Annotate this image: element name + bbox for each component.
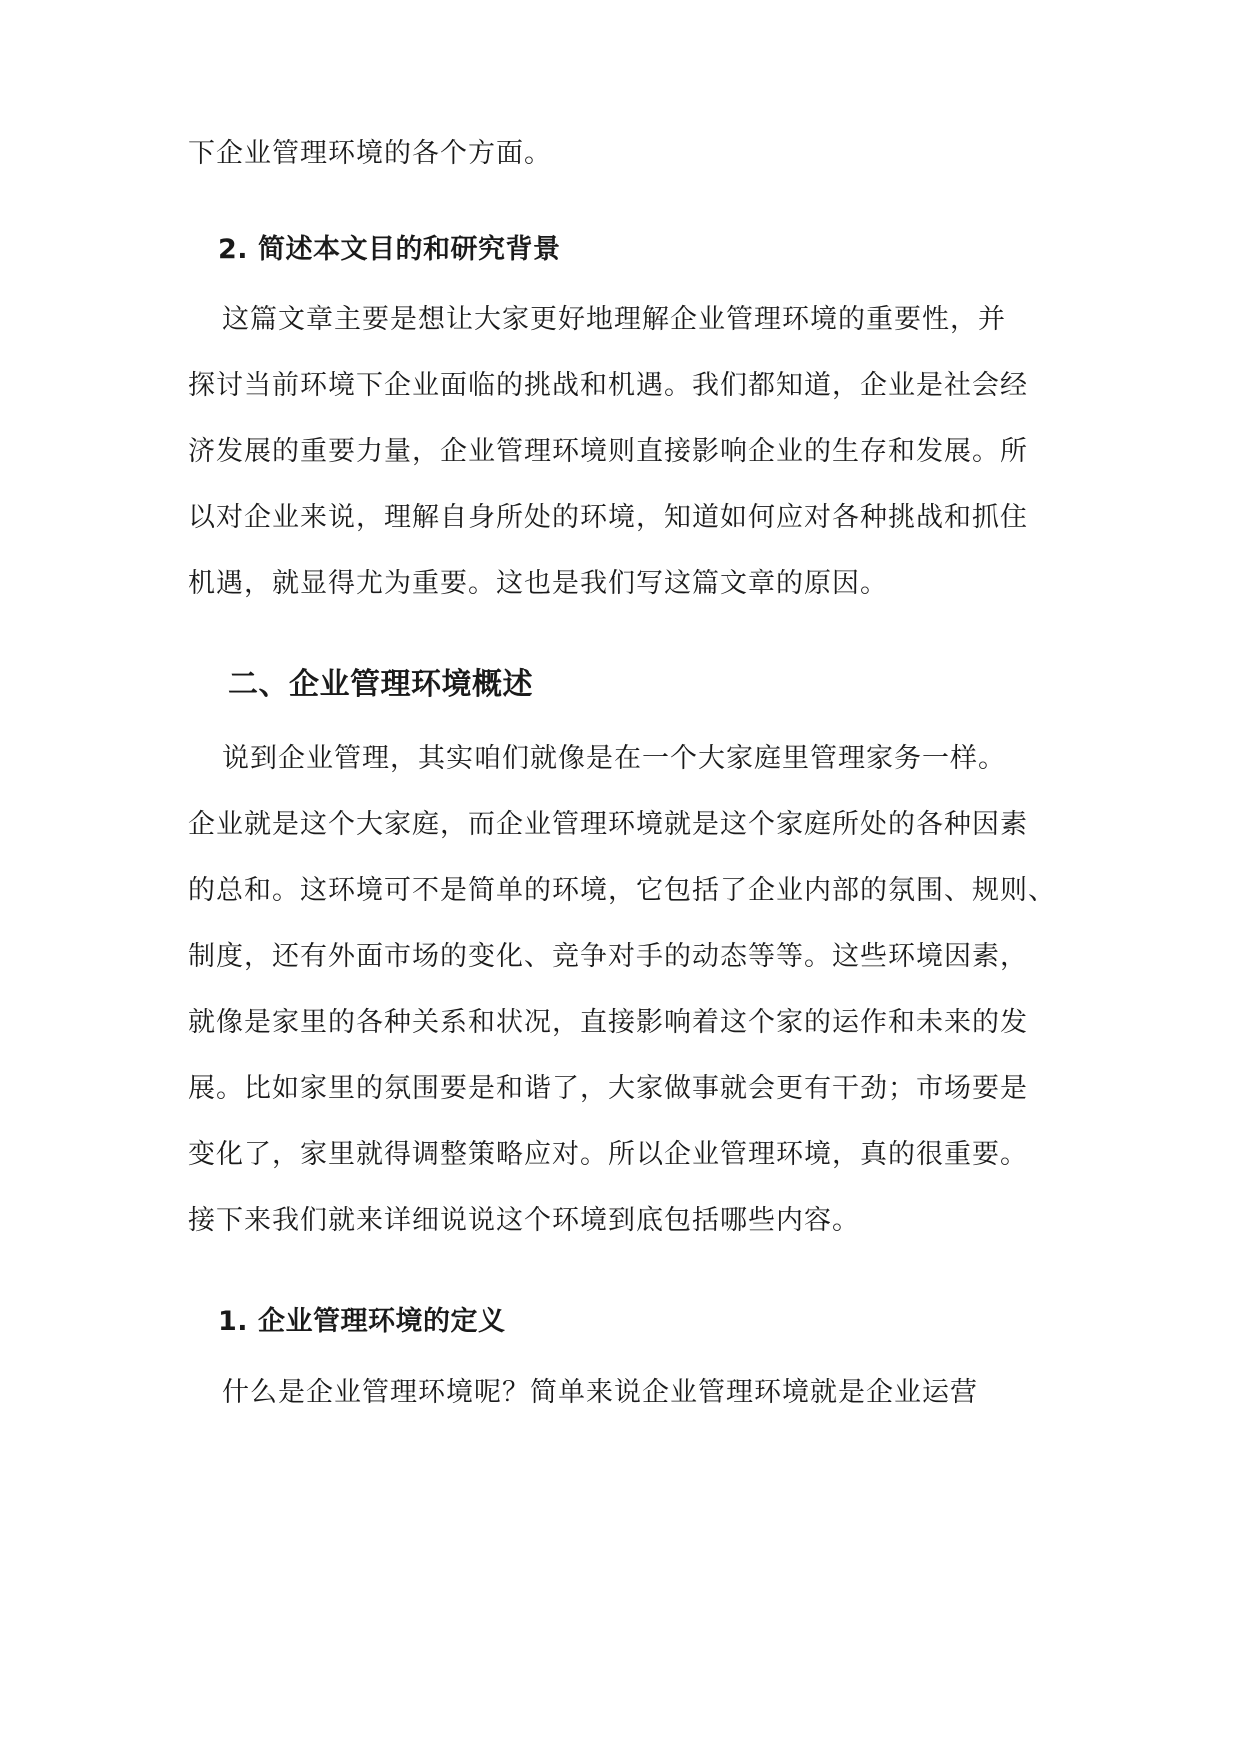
- section-heading: 1. 企业管理环境的定义: [218, 1306, 506, 1337]
- section-heading: 2. 简述本文目的和研究背景: [218, 234, 561, 265]
- paragraph-line: 机遇，就显得尤为重要。这也是我们写这篇文章的原因。: [188, 568, 888, 599]
- chapter-heading: 二、企业管理环境概述: [228, 667, 533, 702]
- paragraph-line: 济发展的重要力量，企业管理环境则直接影响企业的生存和发展。所: [188, 436, 1028, 467]
- paragraph-line: 说到企业管理，其实咱们就像是在一个大家庭里管理家务一样。: [222, 743, 1006, 774]
- paragraph-line: 变化了，家里就得调整策略应对。所以企业管理环境，真的很重要。: [188, 1139, 1028, 1170]
- paragraph-line: 这篇文章主要是想让大家更好地理解企业管理环境的重要性，并: [222, 304, 1006, 335]
- paragraph-line: 什么是企业管理环境呢？简单来说企业管理环境就是企业运营: [222, 1377, 978, 1408]
- paragraph-line: 制度，还有外面市场的变化、竞争对手的动态等等。这些环境因素，: [188, 941, 1028, 972]
- paragraph-line: 探讨当前环境下企业面临的挑战和机遇。我们都知道，企业是社会经: [188, 370, 1028, 401]
- paragraph-line: 的总和。这环境可不是简单的环境，它包括了企业内部的氛围、规则、: [188, 875, 1056, 906]
- paragraph-line: 就像是家里的各种关系和状况，直接影响着这个家的运作和未来的发: [188, 1007, 1028, 1038]
- paragraph-line: 下企业管理环境的各个方面。: [188, 138, 552, 169]
- paragraph-line: 接下来我们就来详细说说这个环境到底包括哪些内容。: [188, 1205, 860, 1236]
- paragraph-line: 展。比如家里的氛围要是和谐了，大家做事就会更有干劲；市场要是: [188, 1073, 1028, 1104]
- paragraph-line: 企业就是这个大家庭，而企业管理环境就是这个家庭所处的各种因素: [188, 809, 1028, 840]
- paragraph-line: 以对企业来说，理解自身所处的环境，知道如何应对各种挑战和抓住: [188, 502, 1028, 533]
